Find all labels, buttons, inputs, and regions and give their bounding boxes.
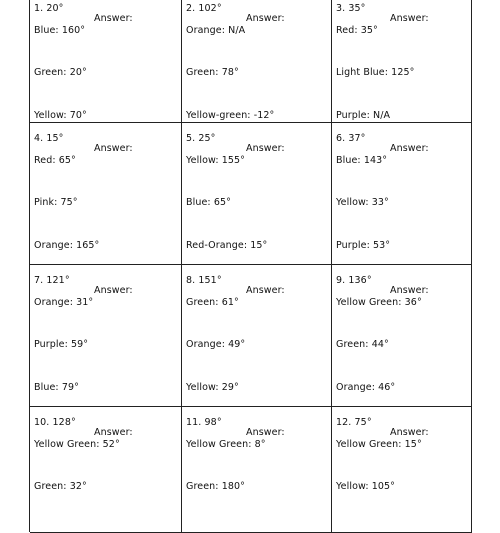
- answer-item: Red: 35°: [336, 25, 378, 36]
- answer-item: Yellow-green: -12°: [186, 110, 275, 121]
- answer-item: Yellow Green: 36°: [336, 297, 422, 308]
- problem-cell-1: [30, 0, 182, 123]
- answer-item: Yellow Green: 8°: [186, 439, 266, 450]
- problem-number: 7. 121°: [34, 275, 70, 286]
- answer-label: Answer:: [246, 285, 285, 296]
- problem-number: 10. 128°: [34, 417, 76, 428]
- answer-label: Answer:: [390, 143, 429, 154]
- answer-label: Answer:: [94, 143, 133, 154]
- answer-item: Blue: 160°: [34, 25, 86, 36]
- answer-item: Green: 78°: [186, 67, 239, 78]
- answer-item: Green: 180°: [186, 481, 245, 492]
- answer-item: Red: 65°: [34, 155, 76, 166]
- answer-item: Orange: 46°: [336, 382, 396, 393]
- answer-item: Green: 44°: [336, 339, 389, 350]
- problem-number: 8. 151°: [186, 275, 222, 286]
- answer-item: Pink: 75°: [34, 197, 78, 208]
- answer-item: Purple: 53°: [336, 240, 391, 251]
- problem-number: 2. 102°: [186, 3, 222, 14]
- answer-item: Yellow: 105°: [336, 481, 396, 492]
- answer-label: Answer:: [390, 13, 429, 24]
- answer-item: Blue: 143°: [336, 155, 388, 166]
- worksheet-grid: [29, 0, 471, 532]
- answer-label: Answer:: [390, 285, 429, 296]
- answer-label: Answer:: [94, 13, 133, 24]
- problem-number: 1. 20°: [34, 3, 64, 14]
- answer-item: Green: 20°: [34, 67, 87, 78]
- answer-item: Blue: 79°: [34, 382, 79, 393]
- answer-item: Orange: 49°: [186, 339, 246, 350]
- answer-item: Yellow: 29°: [186, 382, 239, 393]
- answer-item: Yellow Green: 52°: [34, 439, 120, 450]
- answer-item: Orange: 31°: [34, 297, 94, 308]
- answer-item: Green: 32°: [34, 481, 87, 492]
- problem-cell-6: [332, 123, 472, 265]
- answer-item: Yellow: 70°: [34, 110, 87, 121]
- problem-cell-5: [182, 123, 332, 265]
- problem-cell-9: [332, 265, 472, 407]
- problem-cell-3: [332, 0, 472, 123]
- problem-cell-7: [30, 265, 182, 407]
- problem-number: 12. 75°: [336, 417, 372, 428]
- answer-item: Light Blue: 125°: [336, 67, 415, 78]
- problem-number: 3. 35°: [336, 3, 366, 14]
- answer-item: Purple: 59°: [34, 339, 89, 350]
- answer-item: Orange: 165°: [34, 240, 100, 251]
- answer-item: Yellow: 155°: [186, 155, 246, 166]
- problem-cell-12: [332, 407, 472, 533]
- answer-item: Green: 61°: [186, 297, 239, 308]
- answer-label: Answer:: [246, 427, 285, 438]
- problem-cell-8: [182, 265, 332, 407]
- problem-number: 11. 98°: [186, 417, 222, 428]
- answer-item: Orange: N/A: [186, 25, 246, 36]
- answer-label: Answer:: [94, 427, 133, 438]
- problem-cell-2: [182, 0, 332, 123]
- answer-item: Red-Orange: 15°: [186, 240, 268, 251]
- answer-label: Answer:: [390, 427, 429, 438]
- problem-number: 5. 25°: [186, 133, 216, 144]
- answer-label: Answer:: [94, 285, 133, 296]
- problem-cell-10: [30, 407, 182, 533]
- answer-item: Blue: 65°: [186, 197, 231, 208]
- answer-item: Yellow Green: 15°: [336, 439, 422, 450]
- answer-label: Answer:: [246, 13, 285, 24]
- problem-cell-11: [182, 407, 332, 533]
- answer-item: Yellow: 33°: [336, 197, 389, 208]
- answer-item: Purple: N/A: [336, 110, 391, 121]
- answer-label: Answer:: [246, 143, 285, 154]
- problem-number: 6. 37°: [336, 133, 366, 144]
- problem-number: 4. 15°: [34, 133, 64, 144]
- problem-cell-4: [30, 123, 182, 265]
- problem-number: 9. 136°: [336, 275, 372, 286]
